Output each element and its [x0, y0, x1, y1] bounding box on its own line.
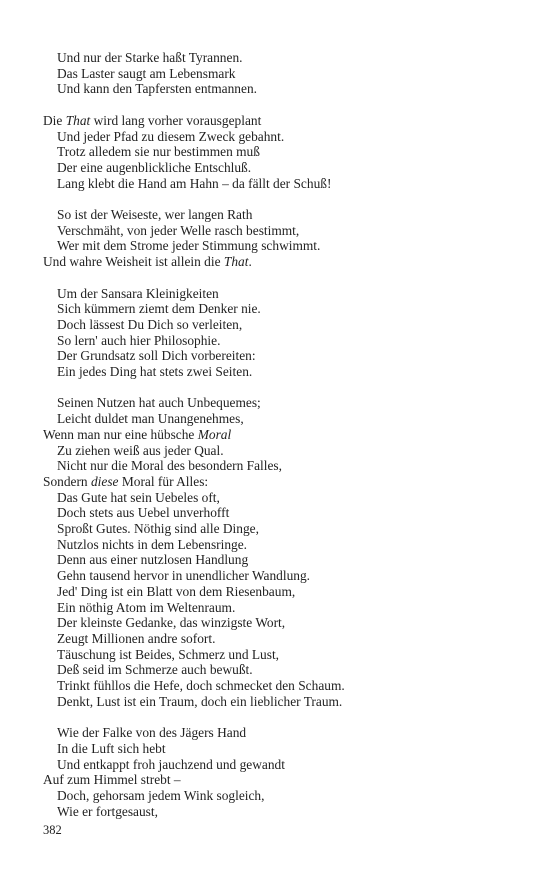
poem-line: Um der Sansara Kleinigkeiten — [57, 285, 219, 301]
poem-line: Der kleinste Gedanke, das winzigste Wort, — [57, 615, 286, 631]
poem-line: Der eine augenblickliche Entschluß. — [57, 159, 252, 175]
poem-line: In die Luft sich hebt — [57, 740, 166, 756]
line-segment: Die — [43, 112, 66, 128]
poem-line — [43, 113, 261, 129]
italic-word: That — [223, 254, 249, 270]
poem-line: Nicht nur die Moral des besondern Falles, — [57, 458, 282, 474]
poem-line: So lern' auch hier Philosophie. — [57, 332, 221, 348]
poem-line: Nutzlos nichts in dem Lebensringe. — [57, 536, 248, 552]
line-segment: Sondern — [43, 473, 91, 489]
poem-line: Doch, gehorsam jedem Wink sogleich, — [57, 787, 265, 803]
poem-line: Doch stets aus Uebel unverhofft — [57, 505, 230, 521]
line-segment: Und wahre Weisheit ist allein die — [43, 254, 224, 270]
line-segment: Moral für Alles: — [118, 473, 209, 489]
poem-line: Verschmäht, von jeder Welle rasch bestimmt, — [57, 222, 300, 238]
poem-line: Wie der Falke von des Jägers Hand — [57, 725, 247, 741]
line-segment: . — [248, 254, 252, 270]
italic-word: That — [65, 112, 91, 128]
poem-line: Und nur der Starke haßt Tyrannen. — [57, 50, 243, 65]
poem-line: Der Grundsatz soll Dich vorbereiten: — [57, 348, 256, 364]
poem-line: Auf zum Himmel strebt – — [43, 772, 181, 788]
poem-line: Deß seid im Schmerze auch bewußt. — [57, 662, 253, 678]
poem-line: Wie er fortgesaust, — [57, 803, 158, 819]
poem-line: Das Gute hat sein Uebeles oft, — [57, 489, 220, 505]
poem-line: Jed' Ding ist ein Blatt von dem Riesenbaum, — [57, 583, 296, 599]
poem-line — [43, 254, 252, 270]
poem-line: Denn aus einer nutzlosen Handlung — [57, 552, 249, 568]
poem-line: Das Laster saugt am Lebensmark — [57, 65, 236, 81]
page-number: 382 — [43, 823, 62, 837]
poem-line — [43, 427, 231, 443]
poem-line: So ist der Weiseste, wer langen Rath — [57, 207, 253, 222]
poem-line: Gehn tausend hervor in unendlicher Wandlung. — [57, 568, 311, 584]
poem-line: Und kann den Tapfersten entmannen. — [57, 81, 257, 97]
poem-line — [43, 474, 208, 490]
poem-line: Sich kümmern ziemt dem Denker nie. — [57, 301, 261, 317]
poem-line: Ein nöthig Atom im Weltenraum. — [57, 599, 236, 615]
italic-word: diese — [90, 473, 119, 489]
line-segment: wird lang vorher vorausgeplant — [90, 112, 262, 128]
poem-line: Seinen Nutzen hat auch Unbequemes; — [57, 395, 261, 411]
poem-line: Trotz alledem sie nur bestimmen muß — [57, 144, 260, 160]
italic-word: Moral — [197, 426, 232, 442]
poem-line: Täuschung ist Beides, Schmerz und Lust, — [57, 646, 280, 662]
poem-line: Zu ziehen weiß aus jeder Qual. — [57, 442, 224, 458]
line-segment: Wenn man nur eine hübsche — [43, 426, 198, 442]
poem-line: Wer mit dem Strome jeder Stimmung schwimmt. — [57, 238, 321, 254]
poem-line: Trinkt fühllos die Hefe, doch schmecket den Schaum. — [57, 678, 345, 693]
poem-line: Sproßt Gutes. Nöthig sind alle Dinge, — [57, 521, 259, 536]
poem-line: Und entkappt froh jauchzend und gewandt — [57, 756, 285, 772]
poem-line: Zeugt Millionen andre sofort. — [57, 630, 216, 646]
poem-line: Und jeder Pfad zu diesem Zweck gebahnt. — [57, 128, 285, 144]
poem-line: Denkt, Lust ist ein Traum, doch ein lieblicher Traum. — [57, 693, 343, 709]
poem-line: Leicht duldet man Unangenehmes, — [57, 411, 244, 427]
poem-line: Lang klebt die Hand am Hahn – da fällt der Schuß! — [57, 175, 332, 191]
poem-line: Ein jedes Ding hat stets zwei Seiten. — [57, 364, 253, 379]
poem-line: Doch lässest Du Dich so verleiten, — [57, 316, 243, 332]
